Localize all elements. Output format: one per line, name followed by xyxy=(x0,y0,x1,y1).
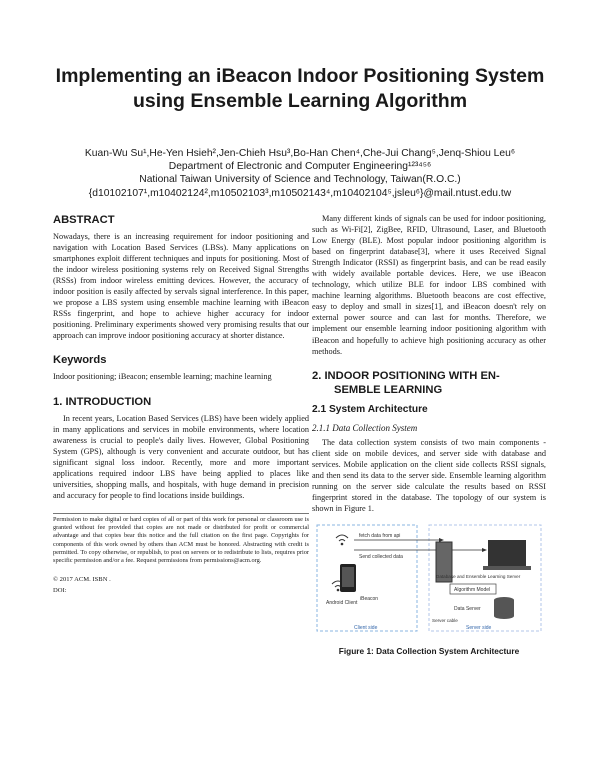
figure-1-diagram xyxy=(314,520,544,638)
figure-1-caption: Figure 1: Data Collection System Architecture xyxy=(338,645,520,656)
client-side-label: Client side xyxy=(354,624,378,631)
copyright-line: © 2017 ACM. ISBN . xyxy=(53,575,111,583)
cable-label: Server cable xyxy=(432,617,458,623)
architecture-diagram xyxy=(314,520,544,638)
title-line-2: using Ensemble Learning Algorithm xyxy=(132,90,468,112)
send-arrowhead xyxy=(482,548,487,552)
section2-heading-line-1: 2. INDOOR POSITIONING WITH EN- xyxy=(312,369,500,382)
beacon-label: iBeacon xyxy=(360,595,379,602)
left-column xyxy=(53,213,309,596)
author-names: Kuan-Wu Su¹,He-Yen Hsieh²,Jen-Chieh Hsu³,Bo-Han Chen⁴,Che-Jui Chang⁵,Jenq-Shiou Leu⁶ xyxy=(84,148,516,159)
title-line-1: Implementing an iBeacon Indoor Positioning System xyxy=(55,65,545,87)
database-icon xyxy=(494,597,514,619)
department: Department of Electronic and Computer Engineering¹²³⁴⁵⁶ xyxy=(168,161,432,173)
doi-line: DOI: xyxy=(53,586,67,594)
section2-heading xyxy=(312,369,546,397)
keywords-heading: Keywords xyxy=(53,354,107,367)
section2-heading-line-2: SEMBLE LEARNING xyxy=(334,383,443,396)
laptop-base-icon xyxy=(483,566,531,570)
data-collection-text: The data collection system consists of two main components - client side on mobile devices, and server side with database and services. Mobile application on the client side collects RSSI signals, and then send its data to the server side. Ensemble learning algorithm running on the server side calculate the results based on RSSI fingerprint stored in the database. The topology of our system is shown in Figure 1. xyxy=(312,437,546,513)
send-label: Send collected data xyxy=(359,553,403,560)
paper-title xyxy=(40,64,560,114)
permission-notice: Permission to make digital or hard copies of all or part of this work for personal or classroom use is granted without fee provided that copies are not made or distributed for profit or commercial advantage and that copies bear this notice and the full citation on the first page. Copyrights for components of this work owned by others than ACM must be honored. Abstracting with credit is permitted. To copy otherwise, or republish, to post on servers or to redistribute to lists, requires prior specific permission and/or a fee. Request permissions from permissions@acm.org. xyxy=(53,513,309,566)
emails: {d10102107¹,m10402124²,m10502103³,m10502143⁴,m10402104⁵,jsleu⁶}@mail.ntust.edu.tw xyxy=(88,187,512,199)
intro-text: In recent years, Location Based Services (LBS) have been widely applied in many applications and services in mobile environments, where location awareness is crucial to people's daily lives. However, Global Positioning System (GPS), although is very convenient and accurate outdoor, but has significant signal loss indoor. Recently, more and more important applications required indoor LBS have being applied to places like universities, shopping malls, and hospitals, with huge demand in precision and accuracy for people to find locations inside buildings. xyxy=(53,413,309,500)
fetch-label: fetch data from api xyxy=(359,532,401,539)
wifi-icon xyxy=(336,535,348,545)
university: National Taiwan University of Science and Technology, Taiwan(R.O.C.) xyxy=(139,174,461,186)
section2-1-heading: 2.1 System Architecture xyxy=(312,403,428,415)
client-side-box xyxy=(317,525,417,631)
phone-screen xyxy=(342,567,354,587)
algo-label: Algorithm Model xyxy=(454,586,491,593)
abstract-heading: ABSTRACT xyxy=(53,214,115,226)
abstract-text: Nowadays, there is an increasing requirement for indoor positioning and navigation with Location Based Services (LBSs). Many applications on smartphones exploit different techniques and inputs for positioning. Most of the indoor wireless positioning systems rely on Received Signal Strengths (RSSs) from indoor wireless emitting devices. However, the accuracy of indoor position is easily affected by servals signal interference. In this paper, we propose a LBS system using ensemble machine learning with iBeacon RSSs fingerprint, and hope to achieve higher accuracy for indoor positioning. Preliminary experiments showed very promising results that our approach can improve indoor positioning accuracy at shorter distance. xyxy=(53,232,309,341)
right-column xyxy=(312,213,546,657)
intro-heading: 1. INTRODUCTION xyxy=(53,395,152,408)
server-side-label: Server side xyxy=(466,624,492,631)
author-block xyxy=(30,147,570,200)
store-label: Database and Ensemble Learning Server xyxy=(436,573,521,579)
intro-continued-text: Many different kinds of signals can be used for indoor positioning, such as Wi-Fi[2], ZigBee, RFID, Ultrasound, Laser, and Bluetooth Low Energy (BLE). Most popular indoor positioning algorithm is based on fingerprint database[3], where it uses Received Signal Strength Indicator (RSSI) as fingerprint basis, and can be read easily with widely available portable devices. Here, we use iBeacon technology, which utilize BLE for indoor LBS combined with machine learning algorithms. Bluetooth beacons are cost effective, easy to deploy and small in sizes[1], and iBeacon doesn't rely on external power source and can last for months. Therefore, we implement our ensemble learning indoor positioning algorithm with iBeacon and hopefully to achieve high positioning accuracy as other methods. xyxy=(312,214,546,356)
section2-1-1-heading: 2.1.1 Data Collection System xyxy=(312,422,418,433)
data-server-label: Data Server xyxy=(454,605,481,612)
client-name-label: Android Client xyxy=(326,599,358,606)
keywords-text: Indoor positioning; iBeacon; ensemble learning; machine learning xyxy=(53,372,272,382)
laptop-screen-icon xyxy=(488,540,526,566)
fetch-arrowhead xyxy=(439,538,444,542)
